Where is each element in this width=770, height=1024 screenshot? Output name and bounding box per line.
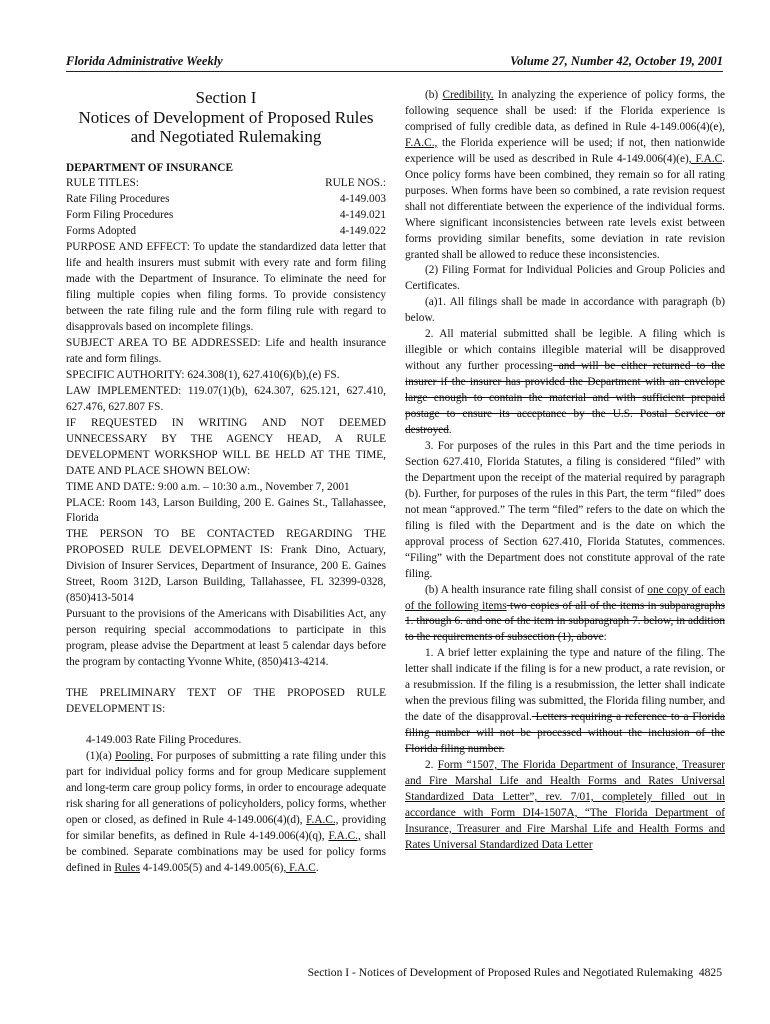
rule-number: 4-149.022 bbox=[339, 225, 386, 238]
rule-title: Forms Adopted bbox=[66, 225, 136, 238]
section-title bbox=[66, 88, 386, 147]
header-rule bbox=[66, 71, 723, 72]
workshop-notice: IF REQUESTED IN WRITING AND NOT DEEMED UNNECESSARY BY THE AGENCY HEAD, A RULE DEVELOPMENT WORKSHOP WILL BE HELD AT THE TIME, DATE AND PLACE SHOWN BELOW: bbox=[66, 416, 386, 477]
rule-nos-label: RULE NOS.: bbox=[325, 177, 386, 190]
paragraph-form-1507: 2. Form “1507, The Florida Department of Insurance, Treasurer and Fire Marshal Life and Health Forms and Rates Universal Standardized Data Letter”, rev. 7/01, completely filled out in accordance with Form DI4-1507A, “The Florida Department of Insurance, Treasurer and Fire Marshal Life and Health Forms and Rates Universal Standardized Data Letter bbox=[405, 759, 726, 851]
rule-row bbox=[66, 224, 386, 240]
purpose-and-effect: PURPOSE AND EFFECT: To update the standardized data letter that life and health insurers must submit with every rate and form filing made with the Department of Insurance. To eliminate the need for filing multiple copies when filing forms. To provide consistency between the rate filing rule and the form filing rule with regard to disapprovals based on incomplete filings. bbox=[66, 241, 386, 334]
rule-row bbox=[66, 192, 386, 208]
left-column bbox=[66, 88, 386, 876]
footer-text: Section I - Notices of Development of Proposed Rules and Negotiated Rulemaking bbox=[307, 966, 694, 979]
volume-issue-date: Volume 27, Number 42, October 19, 2001 bbox=[510, 54, 723, 68]
contact-person: THE PERSON TO BE CONTACTED REGARDING THE PROPOSED RULE DEVELOPMENT IS: Frank Dino, Actuary, Division of Insurer Services, Department of Insurance, 200 E. Gaines Street, Room 312D, Larson Building, Tallahassee, FL 32399-0328, (850)413-5014 bbox=[66, 528, 386, 605]
rule-titles-label: RULE TITLES: bbox=[66, 177, 139, 190]
preliminary-text-heading: THE PRELIMINARY TEXT OF THE PROPOSED RULE DEVELOPMENT IS: bbox=[66, 687, 386, 715]
right-column bbox=[405, 88, 725, 854]
rule-number: 4-149.021 bbox=[339, 209, 386, 222]
ada-notice: Pursuant to the provisions of the Americans with Disabilities Act, any person requiring special accommodations to participate in this program, please advise the Department at least 5 calendar days before the program by contacting Yvonne White, (850)413-4214. bbox=[66, 608, 386, 669]
page-number: 4825 bbox=[698, 966, 722, 979]
rule-title: Form Filing Procedures bbox=[66, 209, 174, 222]
paragraph-credibility: (b) Credibility. In analyzing the experience of policy forms, the following sequence shall be used: if the Florida experience is comprised of fully credible data, as defined in Rule 4-149.006(4)(e), F.A.C., the Florida experience will be used; if not, then nationwide experience will be used as described in Rule 4-149.006(4)(e), F.A.C. Once policy forms have been combined, they remain so for all rating purposes. When forms have been so combined, a rate revision request shall not differentiate between the experience of the individual forms. Where significant inconsistencies between rate levels exist between forms providing similar benefits, some deviation in rate revision granted shall be allowed to reduce these inconsistencies. bbox=[405, 89, 726, 261]
running-header bbox=[66, 52, 723, 70]
paragraph-brief-letter: 1. A brief letter explaining the type and nature of the filing. The letter shall indicate if the filing is for a new product, a rate revision, or a resubmission. If the filing is a resubmission, the letter shall indicate when the previous filing was submitted, the Florida filing number, and the date of the disapproval. Letters requiring a reference to a Florida filing number will not be processed without the inclusion of the Florida filing number. bbox=[405, 647, 725, 756]
section-title-line3: and Negotiated Rulemaking bbox=[130, 127, 322, 146]
rule-row bbox=[66, 208, 386, 224]
publication-title: Florida Administrative Weekly bbox=[66, 54, 223, 68]
paragraph-a1: (a)1. All filings shall be made in accordance with paragraph (b) below. bbox=[405, 296, 725, 325]
paragraph-legible: 2. All material submitted shall be legible. A filing which is illegible or which contains illegible material will be disapproved without any further processing and will be either returned to the insurer if the insurer has provided the Department with an envelope large enough to contain the material and with sufficient prepaid postage to ensure its acceptance by the U.S. Postal Service or destroyed. bbox=[405, 328, 726, 437]
specific-authority: SPECIFIC AUTHORITY: 624.308(1), 627.410(6)(b),(e) FS. bbox=[66, 368, 340, 381]
paragraph-filed: 3. For purposes of the rules in this Part and the time periods in Section 627.410, Florida Statutes, a filing is considered “filed” with the Department upon the receipt of the material required by paragraph (b). Further, for purposes of the rules in this Part, the term “filed” does not mean “approved.” The term “filed” refers to the date on which the filing is filed with the Department and is the date on which the approval process of Section 627.410, Florida Statutes, commences. “Filing” with the Department does not constitute approval of the rate filing. bbox=[405, 439, 725, 580]
page-footer bbox=[308, 966, 722, 979]
department-heading: DEPARTMENT OF INSURANCE bbox=[66, 161, 233, 174]
section-title-line1: Section I bbox=[195, 88, 257, 107]
rule-title: Rate Filing Procedures bbox=[66, 193, 170, 206]
rule-titles-header bbox=[66, 176, 386, 192]
subject-area: SUBJECT AREA TO BE ADDRESSED: Life and health insurance rate and form filings. bbox=[66, 336, 386, 365]
paragraph-filing-format: (2) Filing Format for Individual Policies and Group Policies and Certificates. bbox=[405, 264, 725, 293]
rule-number: 4-149.003 bbox=[339, 193, 386, 206]
rule-heading: 4-149.003 Rate Filing Procedures. bbox=[86, 733, 242, 746]
section-title-line2: Notices of Development of Proposed Rules bbox=[78, 107, 374, 127]
law-implemented: LAW IMPLEMENTED: 119.07(1)(b), 624.307, 625.121, 627.410, 627.476, 627.807 FS. bbox=[66, 384, 386, 413]
time-and-date: TIME AND DATE: 9:00 a.m. – 10:30 a.m., November 7, 2001 bbox=[66, 480, 350, 493]
place: PLACE: Room 143, Larson Building, 200 E. Gaines St., Tallahassee, Florida bbox=[66, 496, 386, 525]
paragraph-rate-filing: (b) A health insurance rate filing shall consist of one copy of each of the following items two copies of all of the items in subparagraphs 1. through 6. and one of the item in subparagraph 7. below, in addition to the requirements of subsection (1), above: bbox=[405, 583, 725, 644]
paragraph-pooling: (1)(a) Pooling. For purposes of submitting a rate filing under this part for individual policy forms and for group Medicare supplement and long-term care group policy forms, in order to encourage adequate risk sharing for all generations of policyholders, policy forms, whether open or closed, as defined in Rule 4-149.006(4)(d), F.A.C., providing for similar benefits, as defined in Rule 4-149.006(4)(q), F.A.C., shall be combined. Separate combinations may be used for policy forms defined in Rules 4-149.005(5) and 4-149.005(6), F.A.C. bbox=[66, 749, 386, 874]
